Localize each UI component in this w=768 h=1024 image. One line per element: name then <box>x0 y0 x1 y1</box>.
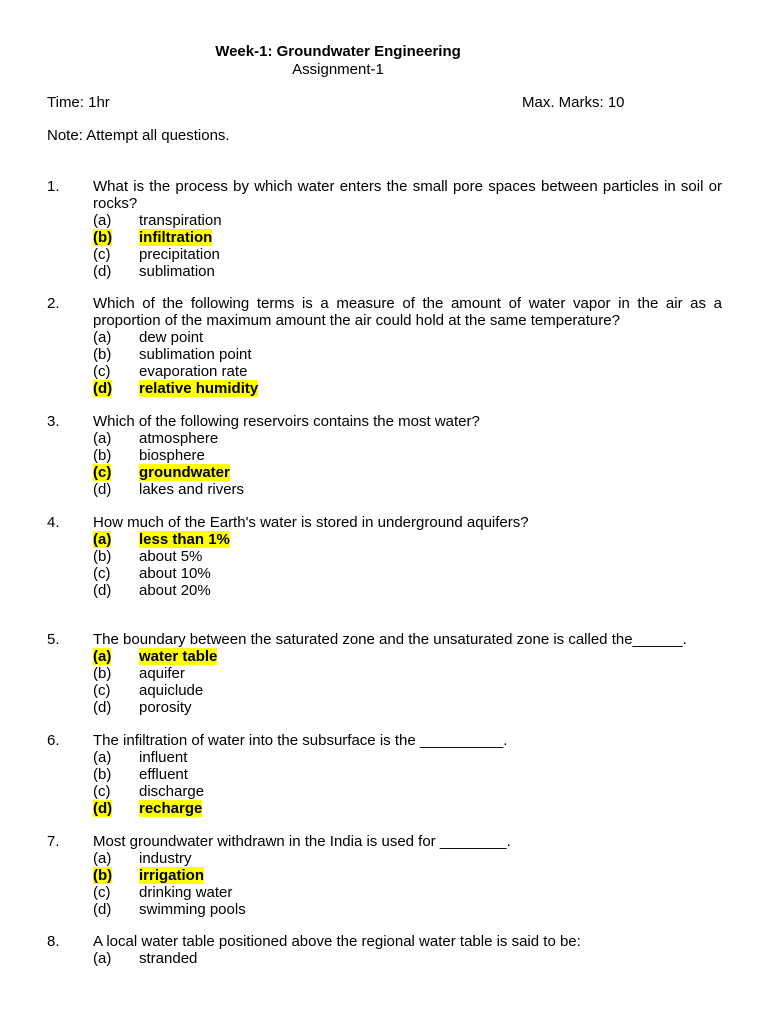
option-label: (d) <box>93 481 112 498</box>
option-label: (a) <box>93 329 112 346</box>
option-text: sublimation <box>139 263 215 280</box>
option-label: (d) <box>93 263 112 280</box>
question-text: The infiltration of water into the subsurface is the __________. <box>93 732 508 749</box>
option-label: (b) <box>93 766 112 783</box>
question-number: 4. <box>47 514 60 531</box>
option-text: industry <box>139 850 192 867</box>
option-text: atmosphere <box>139 430 219 447</box>
option-text: recharge <box>139 800 203 817</box>
option-text: irrigation <box>139 867 205 884</box>
option-label: (a) <box>93 950 112 967</box>
question-text: A local water table positioned above the regional water table is said to be: <box>93 933 581 950</box>
option-label: (c) <box>93 363 111 380</box>
option-text: effluent <box>139 766 188 783</box>
option-label: (d) <box>93 800 113 817</box>
option-label: (b) <box>93 346 112 363</box>
option-label: (a) <box>93 430 112 447</box>
option-text: aquifer <box>139 665 185 682</box>
option-label: (d) <box>93 699 112 716</box>
option-text: about 5% <box>139 548 203 565</box>
option-label: (b) <box>93 447 112 464</box>
question-text: Which of the following terms is a measure of the amount of water vapor in the air as a proportion of the maximum amount the air could hold at the same temperature? <box>93 295 722 329</box>
option-text: porosity <box>139 699 192 716</box>
question-number: 8. <box>47 933 60 950</box>
option-label: (d) <box>93 582 112 599</box>
option-label: (c) <box>93 464 112 481</box>
max-marks: Max. Marks: 10 <box>522 94 625 111</box>
question-text: Most groundwater withdrawn in the India is used for ________. <box>93 833 511 850</box>
question-number: 3. <box>47 413 60 430</box>
option-text: influent <box>139 749 188 766</box>
option-text: transpiration <box>139 212 222 229</box>
option-text: about 20% <box>139 582 211 599</box>
question-text: How much of the Earth's water is stored in underground aquifers? <box>93 514 529 531</box>
question-number: 6. <box>47 732 60 749</box>
option-text: aquiclude <box>139 682 204 699</box>
option-label: (c) <box>93 783 111 800</box>
option-text: swimming pools <box>139 901 246 918</box>
option-text: groundwater <box>139 464 230 481</box>
option-label: (b) <box>93 229 113 246</box>
option-label: (c) <box>93 682 111 699</box>
option-label: (b) <box>93 665 112 682</box>
option-label: (c) <box>93 246 111 263</box>
option-label: (b) <box>93 867 113 884</box>
option-text: lakes and rivers <box>139 481 245 498</box>
option-text: sublimation point <box>139 346 252 363</box>
option-text: about 10% <box>139 565 211 582</box>
option-text: evaporation rate <box>139 363 248 380</box>
option-text: less than 1% <box>139 531 230 548</box>
option-label: (a) <box>93 749 112 766</box>
option-text: relative humidity <box>139 380 259 397</box>
option-text: biosphere <box>139 447 205 464</box>
option-text: discharge <box>139 783 205 800</box>
time-allowed: Time: 1hr <box>47 94 110 111</box>
option-label: (a) <box>93 212 112 229</box>
question-number: 2. <box>47 295 60 312</box>
option-label: (a) <box>93 648 112 665</box>
option-text: precipitation <box>139 246 220 263</box>
option-label: (b) <box>93 548 112 565</box>
option-label: (a) <box>93 850 112 867</box>
question-number: 7. <box>47 833 60 850</box>
document-subtitle: Assignment-1 <box>292 61 384 78</box>
option-label: (c) <box>93 884 111 901</box>
question-text: Which of the following reservoirs contains the most water? <box>93 413 480 430</box>
question-number: 5. <box>47 631 60 648</box>
question-number: 1. <box>47 178 60 195</box>
option-text: drinking water <box>139 884 233 901</box>
document-title: Week-1: Groundwater Engineering <box>215 43 461 60</box>
option-label: (d) <box>93 901 112 918</box>
instructions-note: Note: Attempt all questions. <box>47 127 230 144</box>
option-label: (d) <box>93 380 113 397</box>
option-text: infiltration <box>139 229 213 246</box>
option-text: water table <box>139 648 218 665</box>
question-text: What is the process by which water enters the small pore spaces between particles in soil or rocks? <box>93 178 722 212</box>
option-label: (c) <box>93 565 111 582</box>
option-text: stranded <box>139 950 198 967</box>
option-label: (a) <box>93 531 112 548</box>
question-text: The boundary between the saturated zone and the unsaturated zone is called the______. <box>93 631 687 648</box>
option-text: dew point <box>139 329 204 346</box>
